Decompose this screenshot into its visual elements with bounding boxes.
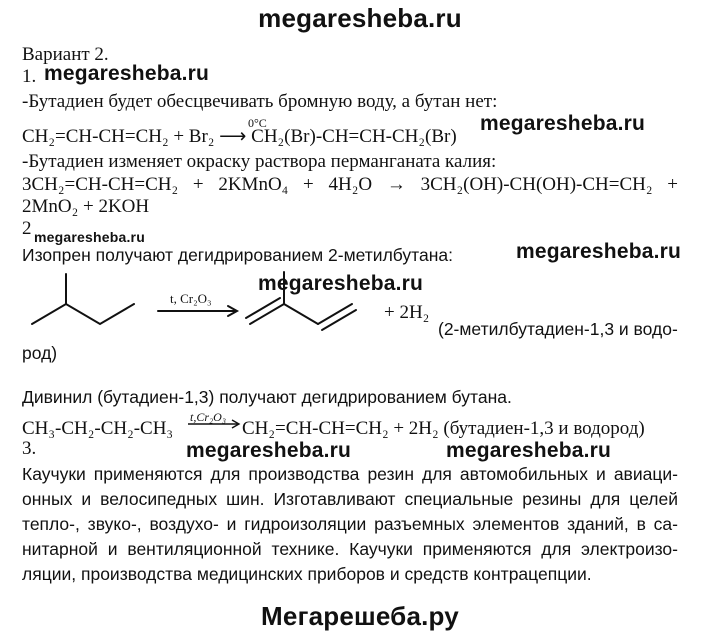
task3-line: онных и велосипедных шин. Изготавливают специальные резины для целей [22, 489, 678, 509]
arrow-condition: t, Cr₂O₃ [170, 291, 212, 306]
butane-formula: CH₃-CH₂-CH₂-CH₃ [22, 418, 174, 439]
task2-line1: Изопрен получают дегидрированием 2-метилбутана: [22, 245, 453, 265]
equation-1: CH₂=CH-CH=CH₂ + Br₂ ⟶ CH₂(Br)-CH=CH-CH₂(Br) [22, 126, 457, 147]
task2-line2: Дивинил (бутадиен-1,3) получают дегидрированием бутана. [22, 387, 512, 407]
product-h2: + 2H₂ [384, 302, 430, 323]
butadiene-equation: CH₂=CH-CH=CH₂ + 2H₂ (бутадиен-1,3 и водород) [242, 418, 645, 439]
task3-line: Каучуки применяются для производства резин для автомобильных и авиаци- [22, 464, 678, 484]
footer-watermark: Мегарешеба.ру [261, 601, 459, 631]
task1-line2: -Бутадиен изменяет окраску раствора перманганата калия: [22, 151, 497, 172]
task2-number: 2 [22, 218, 32, 239]
equation-2-line1: 3CH₂=CH-CH=CH₂ + 2KMnO₄ + 4H₂O → 3CH₂(OH)-CH(OH)-CH=CH₂ + [22, 174, 678, 195]
task1-number: 1. [22, 66, 37, 87]
watermark: megaresheba.ru [34, 229, 145, 245]
watermark: megaresheba.ru [446, 439, 612, 462]
task3-line: нитарной и вентиляционной технике. Каучуки применяются для электроизо- [22, 539, 678, 559]
task3-line: ляции, производства медицинских приборов и средств контрацепции. [22, 564, 592, 584]
eq-condition: t,Cr₂O₃ [190, 410, 227, 424]
task1-line1: -Бутадиен будет обесцвечивать бромную воду, а бутан нет: [22, 91, 498, 112]
equation-2-line2: 2MnO₂ + 2KOH [22, 196, 150, 217]
header-watermark: megaresheba.ru [258, 3, 462, 33]
product-names-line2: род) [22, 343, 58, 363]
task3-line: тепло-, звуко-, воздухо- и гидроизоляции разъемных элементов зданий, в са- [22, 514, 678, 534]
watermark: megaresheba.ru [44, 62, 210, 85]
watermark: megaresheba.ru [480, 112, 646, 135]
product-names-line1: (2-метилбутадиен-1,3 и водо- [438, 319, 678, 339]
watermark: megaresheba.ru [516, 240, 682, 263]
watermark: megaresheba.ru [186, 439, 352, 462]
watermark: megaresheba.ru [258, 272, 424, 295]
variant-title: Вариант 2. [22, 44, 109, 65]
task3-number: 3. [22, 438, 37, 459]
eq1-condition: 0°C [248, 116, 267, 130]
